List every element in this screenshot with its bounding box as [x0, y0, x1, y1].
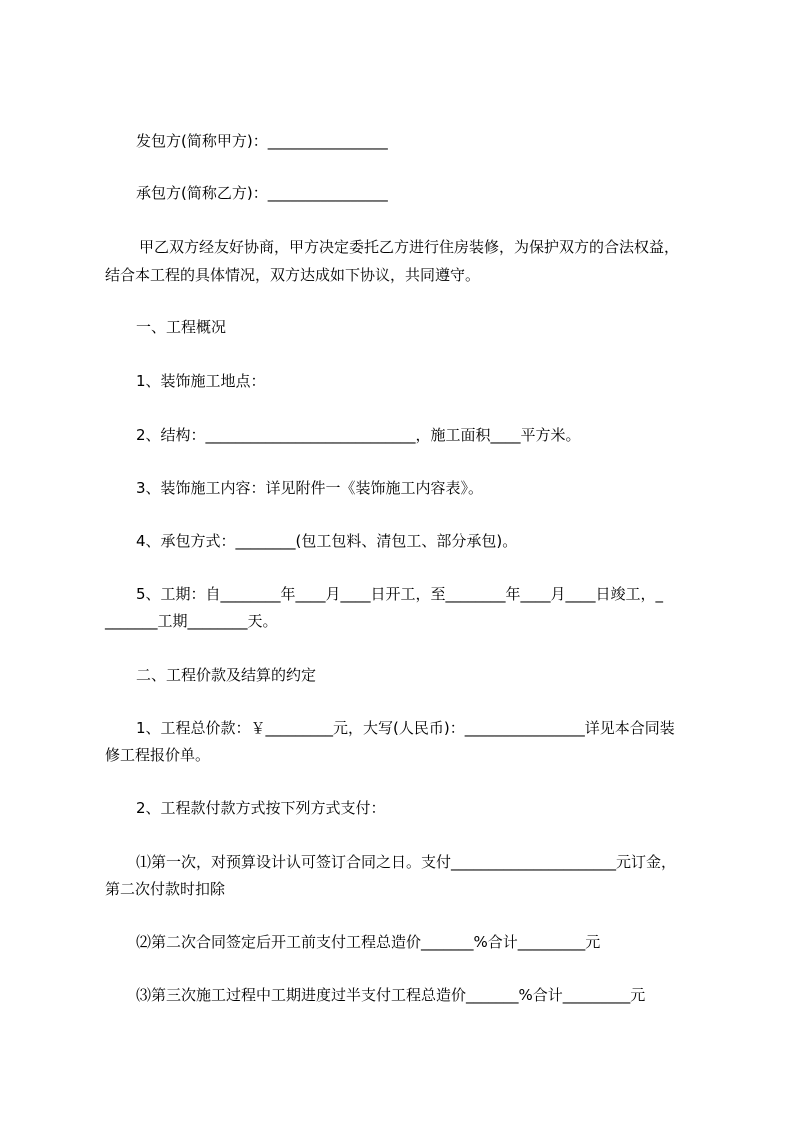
item-total-price-line-1: 1、工程总价款：￥_________元，大写(人民币)：________________详见本合同装: [136, 719, 675, 737]
party-b-line: 承包方(简称乙方)：________________: [136, 184, 388, 202]
payment-third: ⑶第三次施工过程中工期进度过半支付工程总造价_______%合计_________元: [136, 986, 646, 1004]
section-2-heading: 二、工程价款及结算的约定: [136, 666, 317, 684]
party-a-line: 发包方(简称甲方)：________________: [136, 132, 388, 150]
item-schedule-line-2: _______工期________天。: [105, 612, 278, 630]
item-contract-method: 4、承包方式：________(包工包料、清包工、部分承包)。: [136, 532, 518, 550]
payment-second: ⑵第二次合同签定后开工前支付工程总造价_______%合计_________元: [136, 933, 601, 951]
intro-paragraph-line-2: 结合本工程的具体情况，双方达成如下协议，共同遵守。: [105, 266, 481, 284]
item-schedule-line-1: 5、工期：自________年____月____日开工，至________年____月____日竣工，_: [136, 585, 664, 603]
item-structure-area: 2、结构：____________________________，施工面积____平方米。: [136, 426, 581, 444]
item-payment-method: 2、工程款付款方式按下列方式支付：: [136, 799, 386, 817]
payment-first-line-1: ⑴第一次，对预算设计认可签订合同之日。支付______________________元订金，: [136, 853, 677, 871]
section-1-heading: 一、工程概况: [136, 318, 227, 336]
intro-paragraph-line-1: 甲乙双方经友好协商，甲方决定委托乙方进行住房装修，为保护双方的合法权益，: [139, 238, 680, 256]
payment-first-line-2: 第二次付款时扣除: [105, 880, 226, 898]
item-construction-content: 3、装饰施工内容：详见附件一《装饰施工内容表》。: [136, 479, 484, 497]
item-construction-site: 1、装饰施工地点：: [136, 372, 266, 390]
item-total-price-line-2: 修工程报价单。: [105, 746, 211, 764]
